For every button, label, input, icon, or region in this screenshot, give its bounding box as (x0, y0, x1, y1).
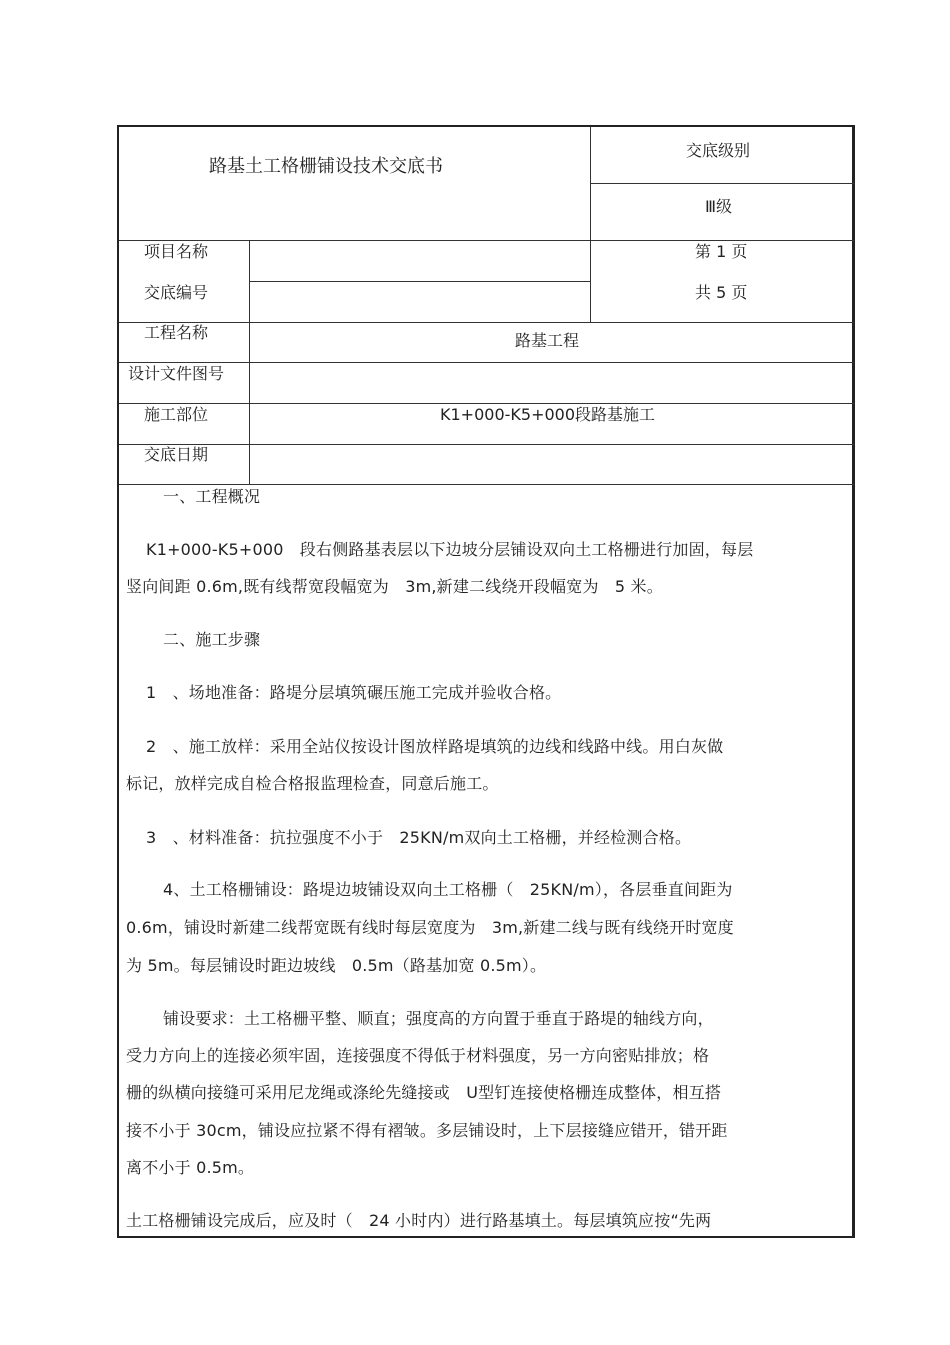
requirement-line: 受力方向上的连接必须牢固，连接强度不得低于材料强度，另一方向密贴排放；格 (126, 1046, 710, 1065)
step-line: 3 、材料准备：抗拉强度不小于 25KN/m双向土工格栅，并经检测合格。 (146, 828, 692, 847)
divider (249, 240, 250, 484)
divider (119, 484, 855, 485)
step-line: 标记，放样完成自检合格报监理检查，同意后施工。 (126, 774, 499, 793)
field-label-location: 施工部位 (144, 405, 209, 424)
field-value-work-name: 路基工程 (515, 331, 580, 350)
final-line: 土工格栅铺设完成后，应及时（ 24 小时内）进行路基填土。每层填筑应按“先两 (126, 1211, 712, 1230)
section-heading-overview: 一、工程概况 (163, 487, 261, 506)
step-line: 2 、施工放样：采用全站仪按设计图放样路堤填筑的边线和线路中线。用白灰做 (146, 737, 724, 756)
divider (590, 183, 855, 184)
overview-line: K1+000-K5+000 段右侧路基表层以下边坡分层铺设双向土工格栅进行加固，每层 (146, 540, 754, 559)
overview-line: 竖向间距 0.6m,既有线帮宽段幅宽为 3m,新建二线绕开段幅宽为 5 米。 (126, 577, 663, 596)
page-total: 共 5 页 (695, 283, 748, 302)
level-label: 交底级别 (686, 141, 751, 160)
requirement-line: 接不小于 30cm，铺设应拉紧不得有褶皱。多层铺设时，上下层接缝应错开，错开距 (126, 1121, 728, 1140)
divider (119, 403, 855, 404)
field-label-drawing-no: 设计文件图号 (128, 364, 225, 383)
field-label-work-name: 工程名称 (144, 323, 209, 342)
step-line: 1 、场地准备：路堤分层填筑碾压施工完成并验收合格。 (146, 683, 562, 702)
divider (119, 240, 855, 241)
document-title: 路基土工格栅铺设技术交底书 (209, 156, 443, 177)
divider (119, 444, 855, 445)
field-value-location: K1+000-K5+000段路基施工 (440, 405, 656, 424)
divider (590, 127, 591, 322)
requirement-line: 离不小于 0.5m。 (126, 1158, 255, 1177)
field-label-date: 交底日期 (144, 445, 209, 464)
requirement-line: 铺设要求：土工格栅平整、顺直；强度高的方向置于垂直于路堤的轴线方向， (163, 1009, 714, 1028)
section-heading-steps: 二、施工步骤 (163, 630, 261, 649)
level-value: Ⅲ级 (705, 197, 733, 216)
divider (249, 281, 590, 282)
field-label-project-name: 项目名称 (144, 242, 209, 261)
step-line: 为 5m。每层铺设时距边坡线 0.5m（路基加宽 0.5m）。 (126, 956, 547, 975)
field-label-disclosure-no: 交底编号 (144, 283, 209, 302)
page-current: 第 1 页 (695, 242, 748, 261)
step-line: 0.6m，铺设时新建二线帮宽既有线时每层宽度为 3m,新建二线与既有线绕开时宽度 (126, 918, 734, 937)
divider (119, 362, 855, 363)
requirement-line: 栅的纵横向接缝可采用尼龙绳或涤纶先缝接或 U型钉连接使格栅连成整体，相互搭 (126, 1083, 722, 1102)
step-line: 4、土工格栅铺设：路堤边坡铺设双向土工格栅（ 25KN/m），各层垂直间距为 (163, 880, 733, 899)
divider (119, 322, 855, 323)
disclosure-form (117, 125, 855, 1238)
